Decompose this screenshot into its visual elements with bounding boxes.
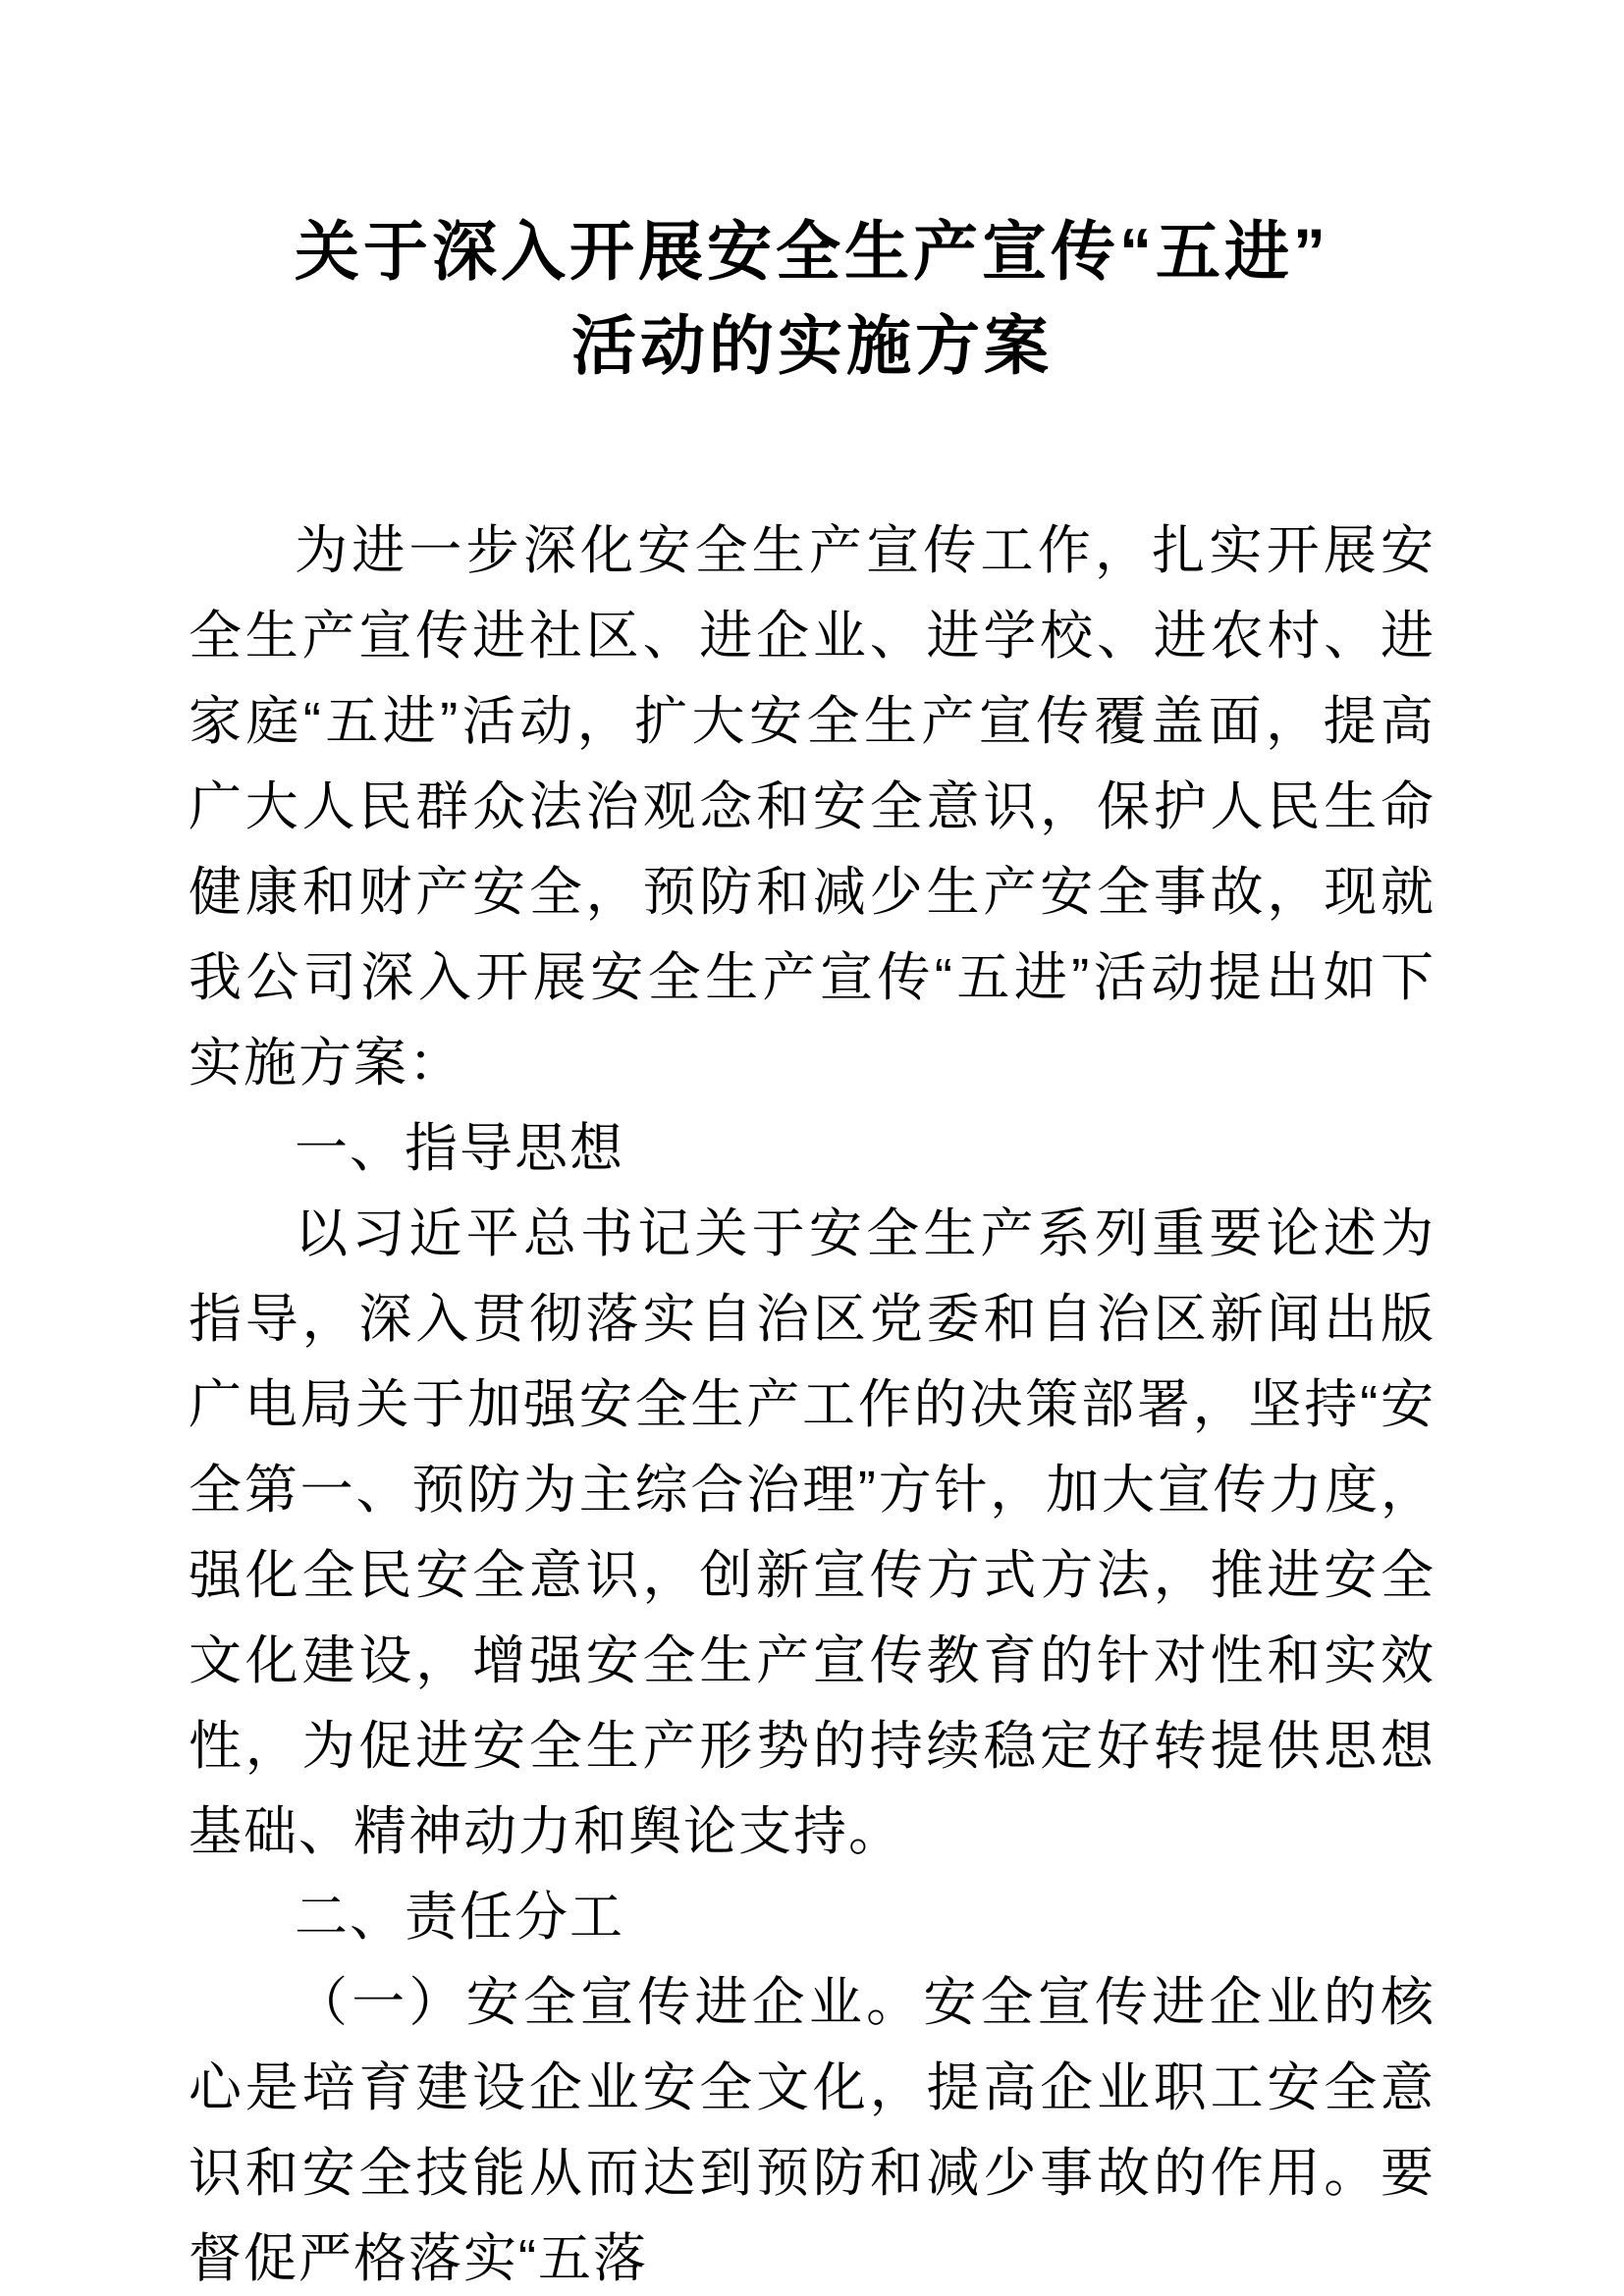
document-title <box>189 204 1435 393</box>
document-body <box>189 508 1435 2296</box>
paragraph-intro: 为进一步深化安全生产宣传工作，扎实开展安全生产宣传进社区、进企业、进学校、进农村、进家庭“五进”活动，扩大安全生产宣传覆盖面，提高广大人民群众法治观念和安全意识，保护人民生命健康和财产安全，预防和减少生产安全事故，现就我公司深入开展安全生产宣传“五进”活动提出如下实施方案： <box>189 521 1435 1093</box>
page-content <box>0 204 1624 2296</box>
document-title-line-2: 活动的实施方案 <box>571 309 1053 382</box>
document-title-line-1: 关于深入开展安全生产宣传“五进” <box>295 215 1329 288</box>
paragraph-responsibility-division: （一）安全宣传进企业。安全宣传进企业的核心是培育建设企业安全文化，提高企业职工安全意识和安全技能从而达到预防和减少事故的作用。要督促严格落实“五落 <box>189 1973 1435 2288</box>
heading-section-2: 二、责任分工 <box>295 1888 624 1947</box>
heading-section-1: 一、指导思想 <box>295 1119 624 1178</box>
paragraph-guiding-ideology: 以习近平总书记关于安全生产系列重要论述为指导，深入贯彻落实自治区党委和自治区新闻出版广电局关于加强安全生产工作的决策部署，坚持“安全第一、预防为主综合治理”方针，加大宣传力度，强化全民安全意识，创新宣传方式方法，推进安全文化建设，增强安全生产宣传教育的针对性和实效性，为促进安全生产形势的持续稳定好转提供思想基础、精神动力和舆论支持。 <box>189 1204 1435 1861</box>
